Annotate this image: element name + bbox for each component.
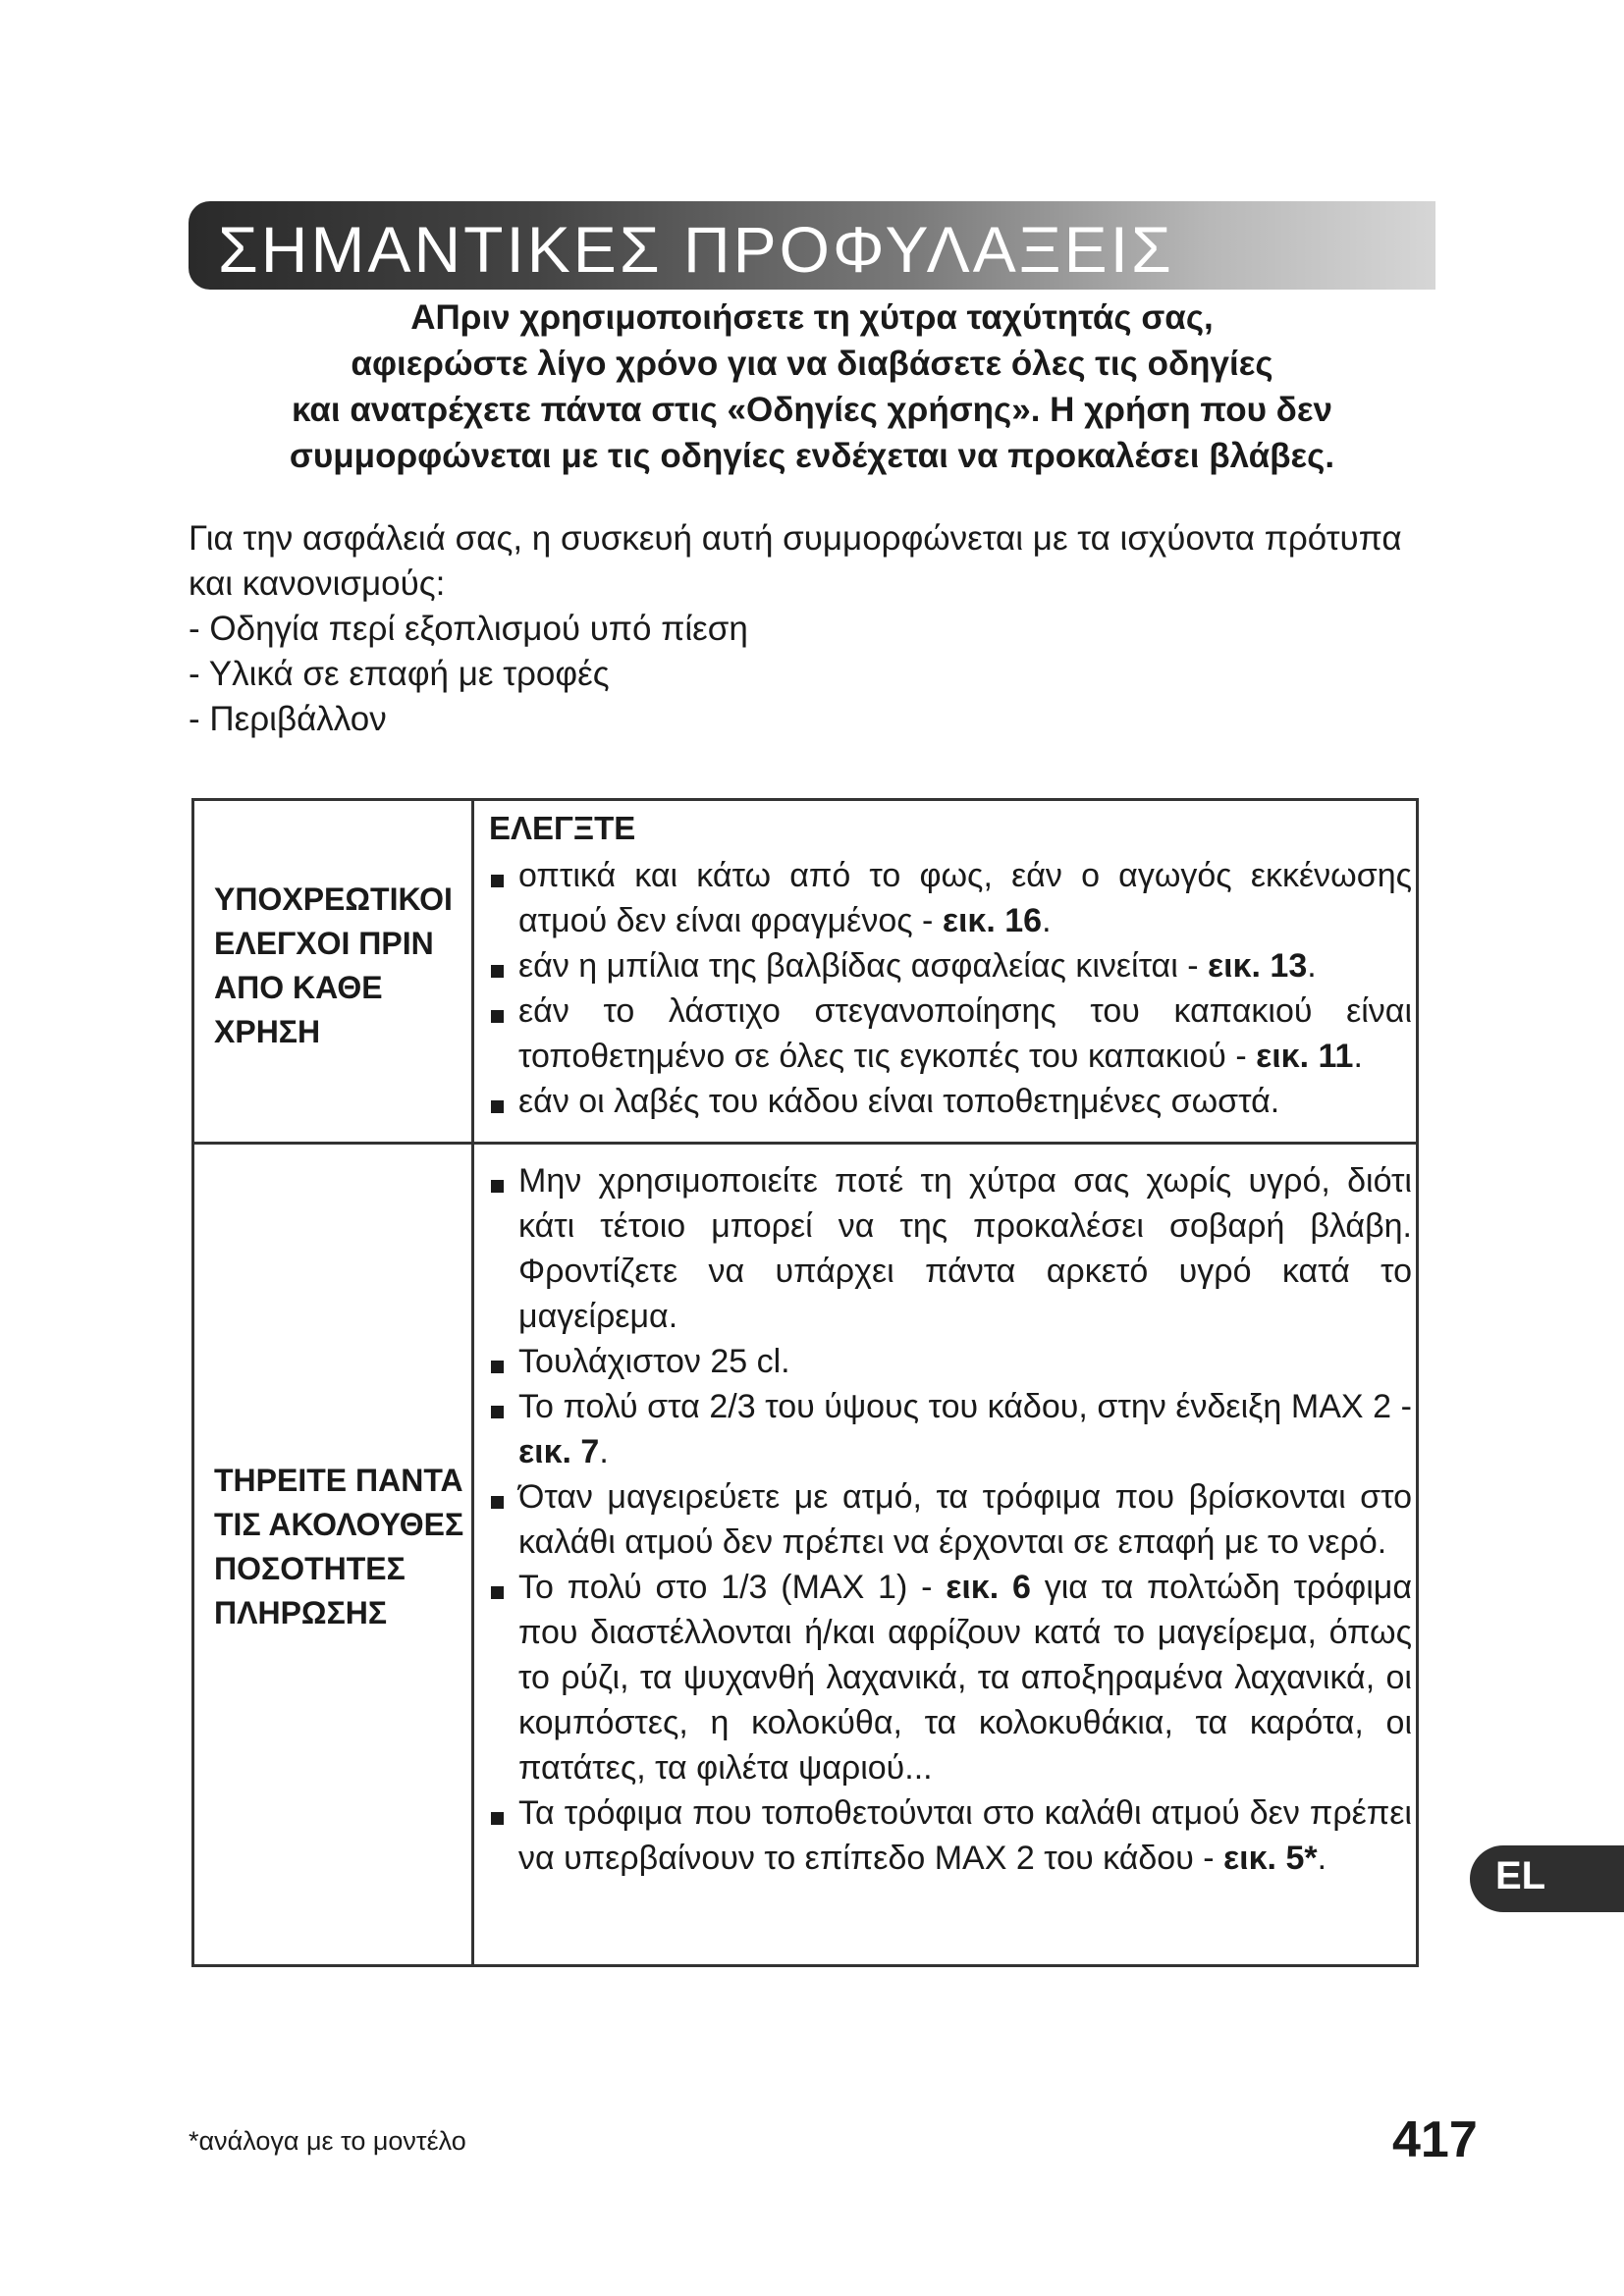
compliance-line: Για την ασφάλειά σας, η συσκευή αυτή συμμορφώνεται με τα ισχύοντα πρότυπα <box>189 519 1402 558</box>
compliance-line: - Περιβάλλον <box>189 700 387 738</box>
quantity-item: Μην χρησιμοποιείτε ποτέ τη χύτρα σας χωρίς υγρό, διότι κάτι τέτοιο μπορεί να της προκαλέσει σοβαρή βλάβη. Φροντίζετε να υπάρχει πάντα αρκετό υγρό κατά το μαγείρεμα. <box>489 1158 1412 1339</box>
bullet-icon <box>491 875 504 887</box>
bullet-icon <box>491 1100 504 1113</box>
precautions-table <box>191 798 1419 1967</box>
bullet-icon <box>491 1812 504 1825</box>
footnote: *ανάλογα με το μοντέλο <box>189 2126 466 2156</box>
bullet-icon <box>491 1180 504 1193</box>
language-tab <box>1470 1845 1624 1912</box>
compliance-paragraph <box>189 516 1465 742</box>
row-divider <box>194 1142 1416 1145</box>
check-item: εάν το λάστιχο στεγανοποίησης του καπακιού είναι τοποθετημένο σε όλες τις εγκοπές του καπακιού - εικ. 11. <box>489 988 1412 1079</box>
check-item: εάν οι λαβές του κάδου είναι τοποθετημένες σωστά. <box>489 1079 1412 1124</box>
page-title: ΣΗΜΑΝΤΙΚΕΣ ΠΡΟΦΥΛΑΞΕΙΣ <box>218 213 1174 286</box>
check-item: εάν η μπίλια της βαλβίδας ασφαλείας κινείται - εικ. 13. <box>489 943 1412 988</box>
check-item: οπτικά και κάτω από το φως, εάν ο αγωγός εκκένωσης ατμού δεν είναι φραγμένος - εικ. 16. <box>489 853 1412 943</box>
compliance-line: - Οδηγία περί εξοπλισμού υπό πίεση <box>189 610 748 648</box>
quantity-item: Τα τρόφιμα που τοποθετούνται στο καλάθι ατμού δεν πρέπει να υπερβαίνουν το επίπεδο MAX 2 του κάδου - εικ. 5*. <box>489 1790 1412 1881</box>
column-divider <box>471 801 474 1964</box>
row-heading-mandatory-checks: ΥΠΟΧΡΕΩΤΙΚΟΙ ΕΛΕΓΧΟΙ ΠΡΙΝ ΑΠΟ ΚΑΘΕ ΧΡΗΣΗ <box>214 881 453 1049</box>
quantity-item: Όταν μαγειρεύετε με ατμό, τα τρόφιμα που βρίσκονται στο καλάθι ατμού δεν πρέπει να έρχονται σε επαφή με το νερό. <box>489 1474 1412 1565</box>
quantity-item: Το πολύ στα 2/3 του ύψους του κάδου, στην ένδειξη MAX 2 - εικ. 7. <box>489 1384 1412 1474</box>
bullet-icon <box>491 1361 504 1373</box>
quantity-item: Τουλάχιστον 25 cl. <box>489 1339 1412 1384</box>
compliance-line: και κανονισμούς: <box>189 564 446 603</box>
intro-line: αφιερώστε λίγο χρόνο για να διαβάσετε όλες τις οδηγίες <box>351 345 1273 383</box>
filling-quantities-cell <box>489 1158 1412 1881</box>
bullet-icon <box>491 1586 504 1599</box>
row-heading-filling-quantities: ΤΗΡΕΙΤΕ ΠΑΝΤΑ ΤΙΣ ΑΚΟΛΟΥΘΕΣ ΠΟΣΟΤΗΤΕΣ ΠΛΗΡΩΣΗΣ <box>214 1463 464 1630</box>
quantity-item: Το πολύ στο 1/3 (MAX 1) - εικ. 6 για τα πολτώδη τρόφιμα που διαστέλλονται ή/και αφρίζουν κατά το μαγείρεμα, όπως το ρύζι, τα ψυχανθή λαχανικά, τα αποξηραμένα λαχανικά, οι κομπόστες, η κολοκύθα, τα κολοκυθάκια, τα καρότα, οι πατάτες, τα φιλέτα ψαριού... <box>489 1565 1412 1790</box>
bullet-icon <box>491 965 504 978</box>
bullet-icon <box>491 1010 504 1023</box>
compliance-line: - Υλικά σε επαφή με τροφές <box>189 655 610 693</box>
intro-line: συμμορφώνεται με τις οδηγίες ενδέχεται να προκαλέσει βλάβες. <box>289 437 1335 475</box>
bullet-icon <box>491 1496 504 1509</box>
language-tab-label: EL <box>1495 1854 1546 1897</box>
intro-warning <box>189 294 1435 479</box>
page-number: 417 <box>1392 2111 1478 2168</box>
mandatory-checks-cell <box>489 806 1412 1124</box>
intro-line: και ανατρέχετε πάντα στις «Οδηγίες χρήσης». Η χρήση που δεν <box>292 391 1332 429</box>
intro-line: ΑΠριν χρησιμοποιήσετε τη χύτρα ταχύτητάς σας, <box>410 298 1214 337</box>
check-title: ΕΛΕΓΞΤΕ <box>489 810 636 846</box>
bullet-icon <box>491 1406 504 1418</box>
